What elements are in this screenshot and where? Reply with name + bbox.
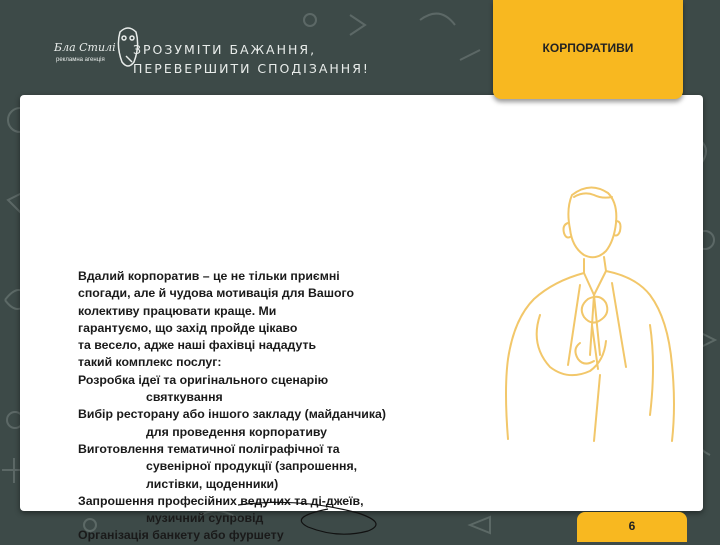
section-tab [493,0,683,99]
text-line: спогади, але й чудова мотивація для Вашого [78,286,354,301]
service-item-continuation: для проведення корпоративу [146,424,327,439]
slogan-line-2: ПЕРЕВЕРШИТИ СПОДІЗАННЯ! [133,61,370,76]
service-item-continuation: святкування [146,390,223,405]
host-with-microphone-icon [500,175,690,445]
service-item: Запрошення професійних ведучих та ді-джеїв, [78,493,364,508]
service-item-continuation: листівки, щоденники) [146,476,279,491]
slogan [133,40,370,78]
page-number-tab [577,512,687,542]
service-item: Розробка ідеї та оригінального сценарію [78,372,329,387]
logo-subtitle-text: рекламна агенція [56,57,105,63]
logo-script-text: Бла Стилі [54,41,116,54]
service-item: Виготовлення тематичної поліграфічної та [78,441,340,456]
section-tab-label: КОРПОРАТИВИ [542,41,634,55]
slogan-line-1: ЗРОЗУМІТИ БАЖАННЯ, [133,42,317,57]
service-item-continuation: сувенірної продукції (запрошення, [146,459,358,474]
text-line: та весело, адже наші фахівці нададуть [78,338,317,353]
service-item: Організація банкету або фуршету [78,528,284,543]
text-line: гарантуємо, що захід пройде цікаво [78,320,298,335]
scribble-decoration [238,495,400,540]
service-item-continuation: музичний супровід [146,511,264,526]
text-line: такий комплекс послуг: [78,355,222,370]
service-item: Вибір ресторану або іншого закладу (майданчика) [78,407,386,422]
text-line: Вдалий корпоратив – це не тільки приємні [78,269,340,283]
page-number: 6 [628,519,636,533]
text-line: колективу працювати краще. Ми [78,303,277,318]
